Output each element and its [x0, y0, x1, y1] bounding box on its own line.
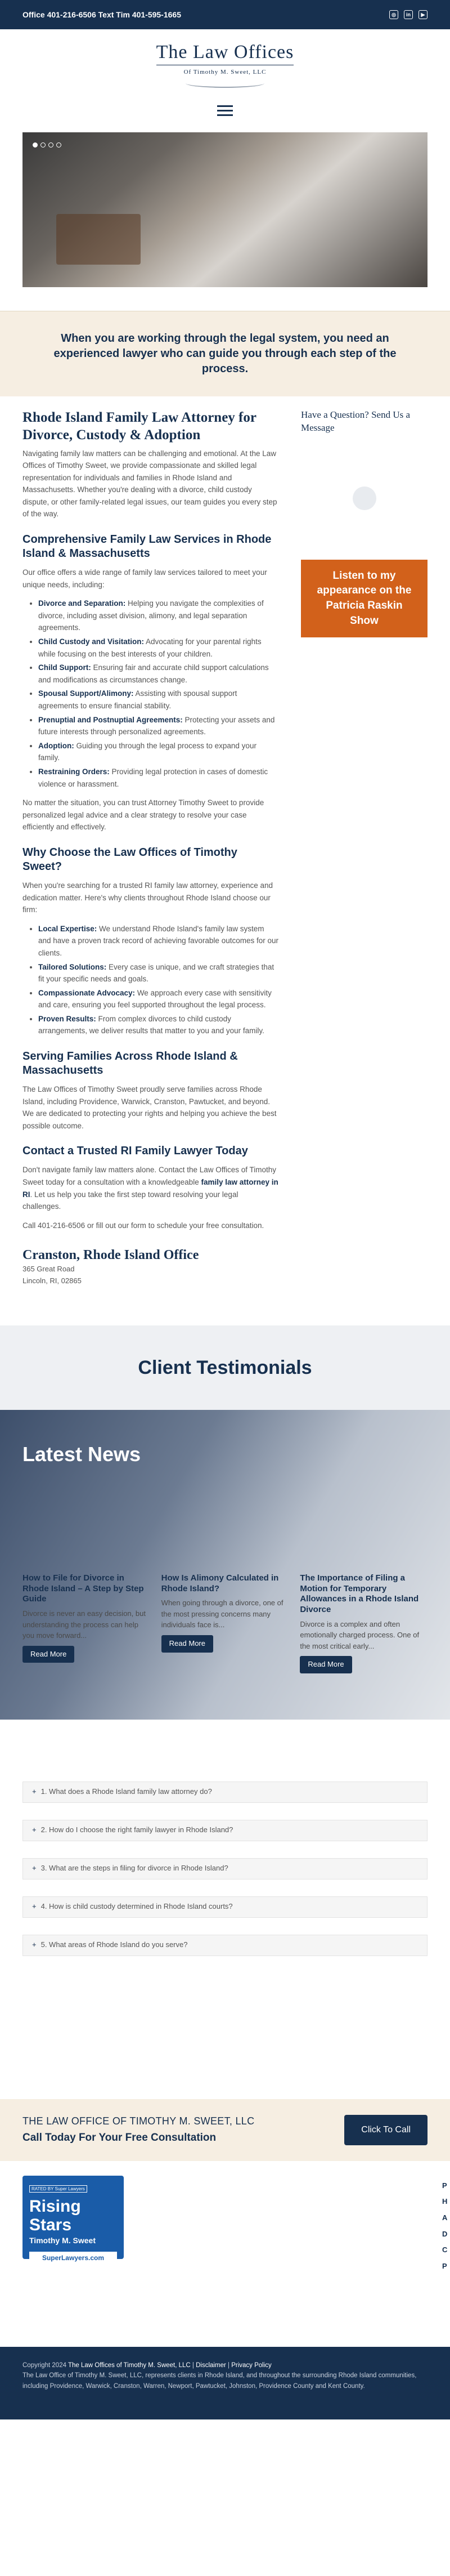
list-item: • Tailored Solutions: Every case is unique, and we craft strategies that fit your specific needs and goals. — [38, 961, 278, 985]
slider-dot[interactable] — [48, 142, 53, 148]
office-title: Cranston, Rhode Island Office — [22, 1248, 199, 1263]
news-section — [0, 1410, 450, 1720]
hero-image — [56, 214, 141, 265]
top-bar — [0, 0, 450, 29]
main-content — [22, 409, 278, 1287]
callout-text: When you are working through the legal system, you need an experienced lawyer who can guide you through each step of the process. — [53, 332, 397, 375]
firm-link[interactable]: The Law Offices of Timothy M. Sweet, LLC — [68, 2361, 191, 2369]
news-card-title[interactable]: The Importance of Filing a Motion for Temporary Allowances in a Rhode Island Divorce — [300, 1573, 419, 1615]
read-more-button[interactable]: Read More — [22, 1646, 74, 1663]
plus-icon: + — [32, 1864, 37, 1873]
list-item: • Spousal Support/Alimony: Assisting with spousal support agreements to ensure financial stability. — [38, 687, 278, 712]
list-item: • Child Custody and Visitation: Advocating for your parental rights while focusing on the best interests of your children. — [38, 636, 278, 660]
office-address-2: Lincoln, RI, 02865 — [22, 1276, 82, 1285]
serving-text: The Law Offices of Timothy Sweet proudly serve families across Rhode Island, including Providence, Warwick, Cranston, Pawtucket, and beyond. We are dedicated to protecting your rights and helping you achieve the best possible outcome. — [22, 1085, 277, 1130]
disclaimer-link[interactable]: Disclaimer — [196, 2361, 226, 2369]
news-cards — [22, 1573, 428, 1673]
contact-info[interactable]: Office 401-216-6506 Text Tim 401-595-1665 — [22, 10, 181, 19]
hero-slider — [22, 132, 428, 287]
testimonials-section — [0, 1325, 450, 1410]
logo-ornament — [186, 79, 264, 88]
copyright: Copyright 2024 The Law Offices of Timothy M. Sweet, LLC | Disclaimer | Privacy Policy — [22, 2361, 272, 2369]
linkedin-icon[interactable]: in — [404, 10, 413, 19]
news-card — [300, 1573, 428, 1673]
faq-item[interactable]: + 4. How is child custody determined in Rhode Island courts? — [22, 1896, 428, 1918]
social-links — [389, 10, 428, 19]
why-intro: When you're searching for a trusted RI family law attorney, experience and dedication matter. Here's why clients throughout Rhode Island choose our firm: — [22, 881, 273, 914]
logo-title: The Law Offices — [156, 43, 294, 65]
office-block — [22, 1247, 278, 1287]
list-item: • Prenuptial and Postnuptial Agreements: Protecting your assets and future interests through personalized agreements. — [38, 714, 278, 738]
faq-section — [0, 1720, 450, 2099]
list-item: • Child Support: Ensuring fair and accurate child support calculations and modifications as circumstances change. — [38, 662, 278, 686]
list-item: • Adoption: Guiding you through the legal process to expand your family. — [38, 740, 278, 764]
page-title: Rhode Island Family Law Attorney for Divorce, Custody & Adoption — [22, 410, 256, 443]
question-heading: Have a Question? Send Us a Message — [301, 409, 411, 433]
testimonials-heading: Client Testimonials — [138, 1356, 312, 1378]
call-text[interactable]: Call 401-216-6506 or fill out our form to schedule your free consultation. — [22, 1221, 264, 1230]
privacy-link[interactable]: Privacy Policy — [231, 2361, 272, 2369]
slider-dots — [33, 142, 61, 148]
logo-subtitle: Of Timothy M. Sweet, LLC — [183, 69, 267, 76]
contact-text: Don't navigate family law matters alone. Contact the Law Offices of Timothy Sweet today for a consultation with a knowledgeable family law attorney in RI. Let us help you take the first step toward resolving your legal challenges. — [22, 1166, 278, 1211]
news-card-title[interactable]: How to File for Divorce in Rhode Island – A Step by Step Guide — [22, 1573, 144, 1604]
faq-item[interactable]: + 1. What does a Rhode Island family law attorney do? — [22, 1782, 428, 1803]
slider-dot[interactable] — [40, 142, 46, 148]
intro-text: Navigating family law matters can be challenging and emotional. At the Law Offices of Timothy Sweet, we provide compassionate and skilled legal representation for individuals and families in Rhode Island and Massachusetts. Whether you're dealing with a divorce, child custody dispute, or other family-related legal issues, our team guides you every step of the way. — [22, 449, 277, 519]
footer-links-clipped: P H A D C P — [442, 2181, 448, 2270]
news-heading: Latest News — [22, 1442, 141, 1466]
list-item: • Local Expertise: We understand Rhode Island's family law system and have a proven track record of achieving favorable outcomes for our clients. — [38, 923, 278, 959]
logo[interactable] — [156, 43, 294, 88]
services-intro: Our office offers a wide range of family law services tailored to meet your unique needs, including: — [22, 568, 267, 589]
news-card-title[interactable]: How Is Alimony Calculated in Rhode Island? — [161, 1573, 279, 1593]
faq-item[interactable]: + 2. How do I choose the right family lawyer in Rhode Island? — [22, 1820, 428, 1841]
faq-item[interactable]: + 3. What are the steps in filing for divorce in Rhode Island? — [22, 1858, 428, 1879]
news-card-text: When going through a divorce, one of the most pressing concerns many individuals face is... — [161, 1599, 284, 1629]
plus-icon: + — [32, 1902, 37, 1911]
news-card — [22, 1573, 150, 1673]
news-card — [161, 1573, 289, 1673]
list-item: • Divorce and Separation: Helping you navigate the complexities of divorce, including asset division, alimony, and legal separation agreements. — [38, 597, 278, 634]
footer-top — [0, 2161, 450, 2347]
cta-firm: THE LAW OFFICE OF TIMOTHY M. SWEET, LLC — [22, 2115, 255, 2127]
list-item: • Compassionate Advocacy: We approach every case with sensitivity and care, ensuring you feel supported throughout the legal process. — [38, 987, 278, 1011]
plus-icon: + — [32, 1825, 37, 1834]
services-outro: No matter the situation, you can trust Attorney Timothy Sweet to provide personalized legal advice and a clear strategy to resolve your case efficiently and effectively. — [22, 798, 264, 832]
slider-dot[interactable] — [33, 142, 38, 148]
super-lawyers-badge[interactable]: RATED BY Super Lawyers Rising Stars Timothy M. Sweet SuperLawyers.com — [22, 2176, 124, 2259]
footer-bottom — [0, 2347, 450, 2419]
faq-item[interactable]: + 5. What areas of Rhode Island do you serve? — [22, 1935, 428, 1956]
click-to-call-button[interactable]: Click To Call — [344, 2115, 428, 2145]
news-card-text: Divorce is never an easy decision, but understanding the process can help you move forward... — [22, 1609, 146, 1640]
sidebar — [301, 409, 428, 1287]
office-address-1: 365 Great Road — [22, 1265, 75, 1274]
slider-dot[interactable] — [56, 142, 61, 148]
contact-link[interactable]: family law attorney in RI — [22, 1178, 278, 1199]
main-section — [0, 396, 450, 1287]
services-heading: Comprehensive Family Law Services in Rhode Island & Massachusetts — [22, 533, 272, 560]
loading-spinner — [353, 486, 376, 510]
serving-heading: Serving Families Across Rhode Island & Massachusetts — [22, 1050, 238, 1077]
header — [0, 29, 450, 132]
read-more-button[interactable]: Read More — [161, 1635, 213, 1653]
list-item: • Proven Results: From complex divorces to child custody arrangements, we deliver results that matter to you and your family. — [38, 1013, 278, 1037]
why-heading: Why Choose the Law Offices of Timothy Sweet? — [22, 846, 237, 873]
services-list — [38, 597, 278, 790]
why-list — [38, 923, 278, 1037]
listen-button[interactable]: Listen to my appearance on the Patricia Raskin Show — [301, 560, 428, 637]
menu-icon[interactable] — [217, 102, 233, 119]
youtube-icon[interactable]: ▶ — [418, 10, 428, 19]
read-more-button[interactable]: Read More — [300, 1656, 352, 1673]
callout-banner — [0, 311, 450, 396]
plus-icon: + — [32, 1787, 37, 1796]
news-card-text: Divorce is a complex and often emotionally charged process. One of the most critical early... — [300, 1619, 420, 1650]
cta-banner — [0, 2099, 450, 2161]
cta-tagline: Call Today For Your Free Consultation — [22, 2132, 217, 2144]
instagram-icon[interactable]: ◎ — [389, 10, 398, 19]
footer-description: The Law Office of Timothy M. Sweet, LLC, represents clients in Rhode Island, and throughout the surrounding Rhode Island communities, including Providence, Warwick, Cranston, Warren, Newport, Pawtucket, Johnston, Providence County and Kent County. — [22, 2372, 417, 2390]
list-item: • Restraining Orders: Providing legal protection in cases of domestic violence or harassment. — [38, 766, 278, 790]
plus-icon: + — [32, 1940, 37, 1949]
contact-heading: Contact a Trusted RI Family Lawyer Today — [22, 1145, 248, 1158]
